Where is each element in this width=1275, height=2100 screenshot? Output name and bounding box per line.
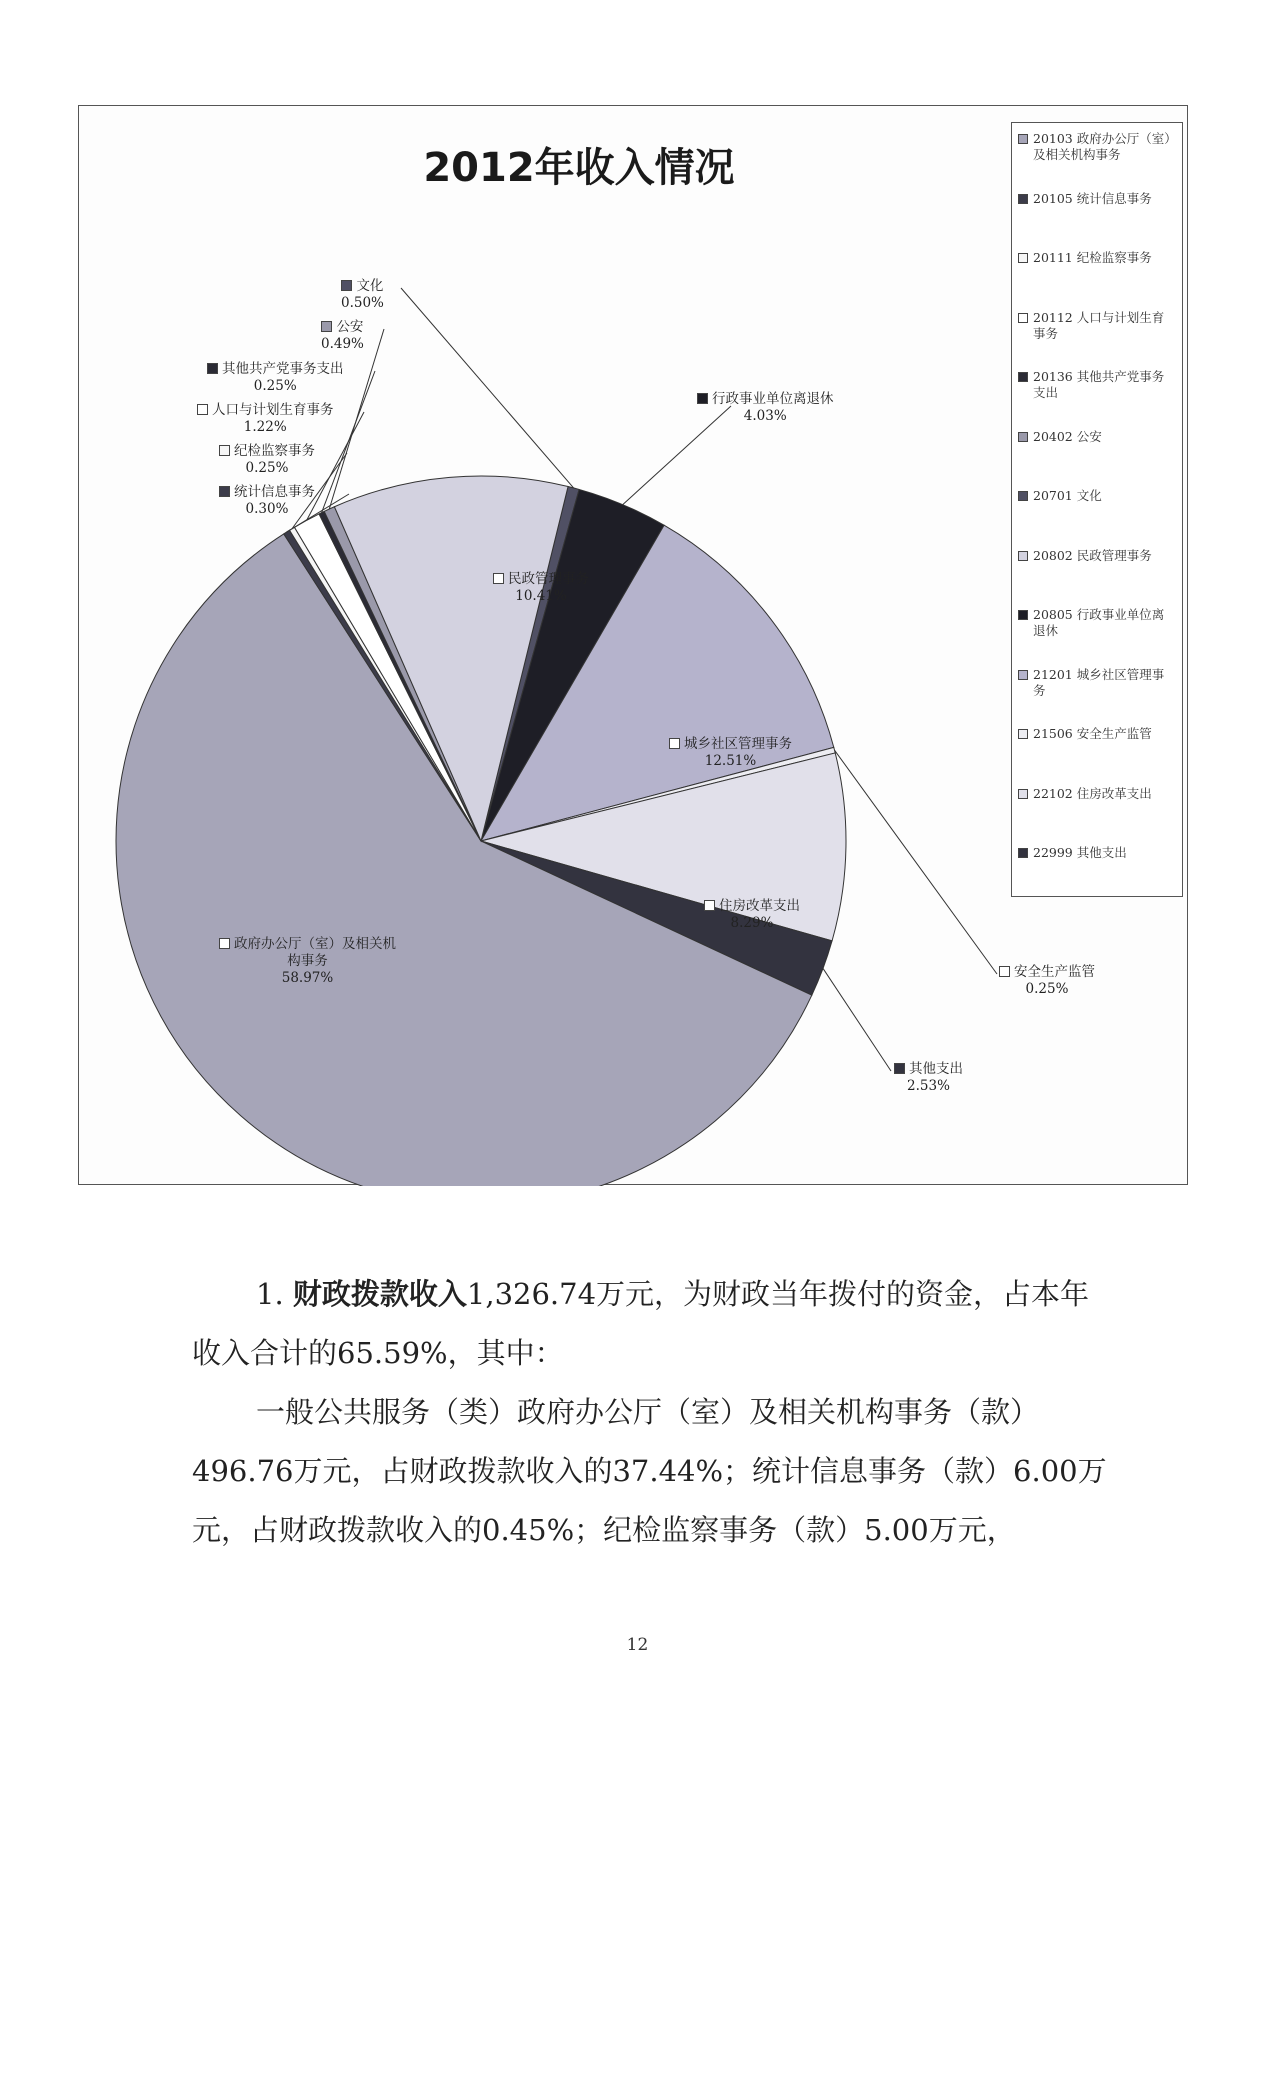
legend-item: 20805 行政事业单位离退休 — [1018, 607, 1176, 667]
legend-swatch — [1018, 313, 1028, 323]
label-anquan: 安全生产监管 0.25% — [999, 964, 1095, 998]
chart-frame — [78, 105, 1188, 1185]
legend-swatch — [1018, 610, 1028, 620]
legend-swatch — [1018, 670, 1028, 680]
legend-item: 20802 民政管理事务 — [1018, 548, 1176, 608]
page-number: 12 — [626, 1635, 649, 1655]
legend-item: 20136 其他共产党事务支出 — [1018, 369, 1176, 429]
legend-item: 20103 政府办公厅（室）及相关机构事务 — [1018, 131, 1176, 191]
legend-swatch — [1018, 789, 1028, 799]
label-zhengfu: 政府办公厅（室）及相关机 构事务 58.97% — [219, 936, 396, 987]
legend-item: 22102 住房改革支出 — [1018, 786, 1176, 846]
legend-item: 21201 城乡社区管理事务 — [1018, 667, 1176, 727]
legend-swatch — [1018, 194, 1028, 204]
legend-swatch — [1018, 372, 1028, 382]
paragraph-1: 1. 财政拨款收入1,326.74万元，为财政当年拨付的资金，占本年收入合计的65.59%，其中： — [192, 1277, 1090, 1370]
legend-swatch — [1018, 432, 1028, 442]
label-zhufang: 住房改革支出 8.29% — [704, 898, 800, 932]
label-gongan: 公安 0.49% — [321, 319, 364, 352]
legend-item: 20105 统计信息事务 — [1018, 191, 1176, 251]
chart-legend — [1011, 122, 1183, 897]
body-text — [192, 1265, 1117, 1560]
paragraph-2: 一般公共服务（类）政府办公厅（室）及相关机构事务（款）496.76万元，占财政拨款收入的37.44%；统计信息事务（款）6.00万元，占财政拨款收入的0.45%；纪检监察事务（款）5.00万元， — [192, 1395, 1107, 1547]
legend-item: 21506 安全生产监管 — [1018, 726, 1176, 786]
label-minzheng: 民政管理事务 10.41% — [493, 571, 589, 605]
chart-title: 2012年收入情况 — [423, 145, 735, 191]
leader-line — [835, 750, 997, 974]
legend-item: 20112 人口与计划生育事务 — [1018, 310, 1176, 370]
legend-item: 22999 其他支出 — [1018, 845, 1176, 905]
legend-item: 20402 公安 — [1018, 429, 1176, 489]
legend-swatch — [1018, 134, 1028, 144]
label-qitadang: 其他共产党事务支出 0.25% — [207, 361, 344, 395]
legend-item: 20701 文化 — [1018, 488, 1176, 548]
label-jijian: 纪检监察事务 0.25% — [219, 443, 315, 477]
label-qitazhichu: 其他支出 2.53% — [894, 1061, 963, 1095]
legend-swatch — [1018, 253, 1028, 263]
legend-item: 20111 纪检监察事务 — [1018, 250, 1176, 310]
leader-line — [401, 288, 574, 488]
label-wenhua: 文化 0.50% — [341, 278, 384, 311]
label-tongji: 统计信息事务 0.30% — [219, 484, 315, 518]
label-chengxiang: 城乡社区管理事务 12.51% — [669, 736, 792, 770]
leader-line — [823, 968, 891, 1071]
legend-swatch — [1018, 848, 1028, 858]
label-renkou: 人口与计划生育事务 1.22% — [197, 402, 334, 436]
label-lituixiu: 行政事业单位离退休 4.03% — [697, 391, 834, 425]
legend-swatch — [1018, 729, 1028, 739]
legend-swatch — [1018, 551, 1028, 561]
legend-swatch — [1018, 491, 1028, 501]
